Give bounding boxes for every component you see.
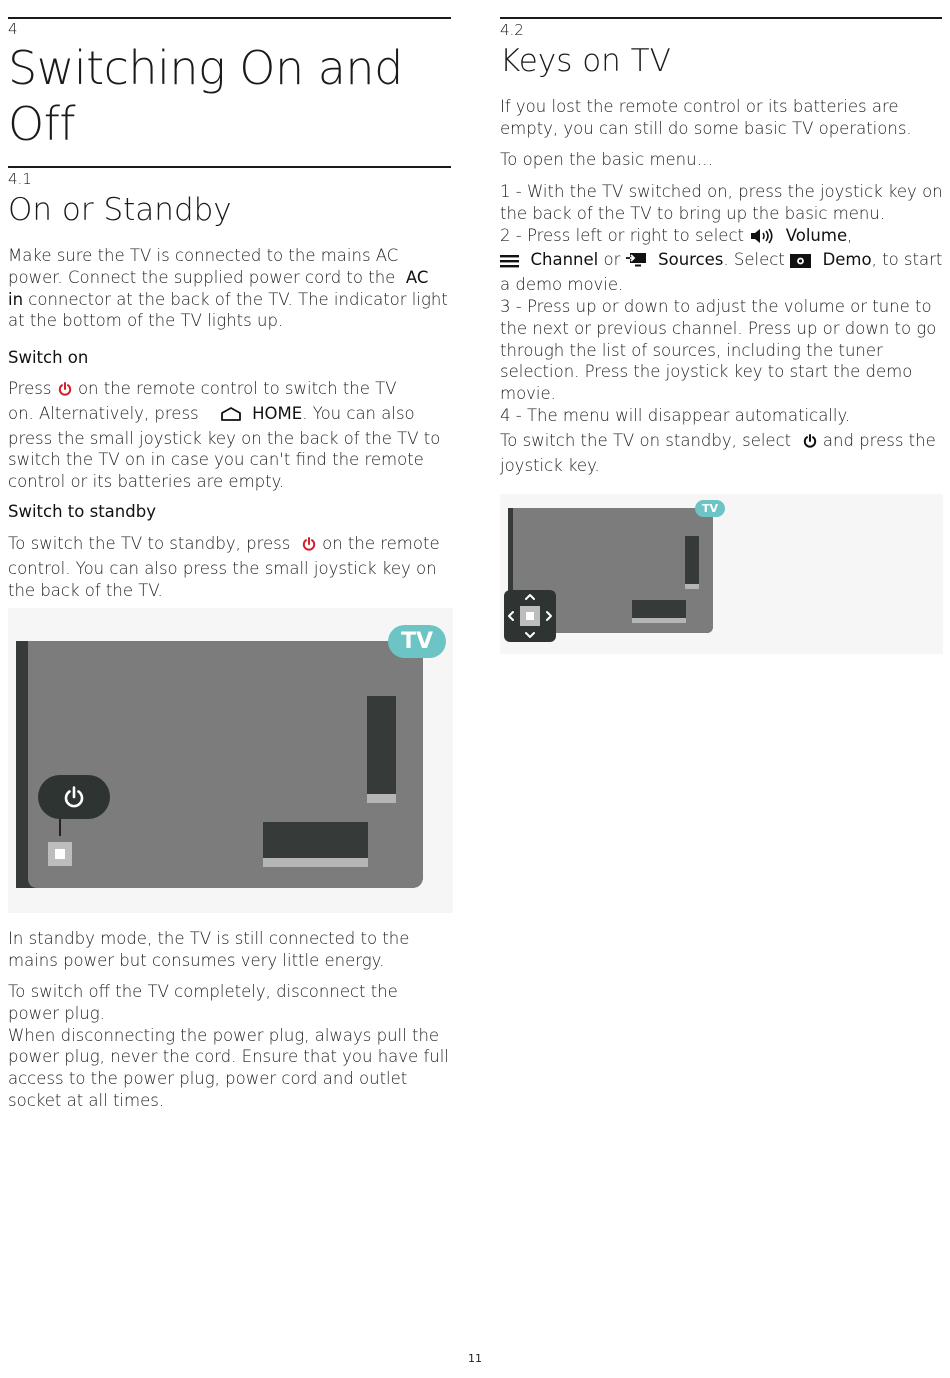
switch-off-paragraph: To switch off the TV completely, disconnect the power plug. When disconnecting the power plug, always pull the power plug, never the cord. Ensure that you have full access to the power plug, power cord and outlet socket at all times. (8, 982, 449, 1110)
ac-term: AC (405, 267, 429, 287)
channel-term: Channel (530, 250, 599, 270)
intro-line: in connector at the back of the TV. The indicator light (8, 289, 448, 309)
section-number-4-2: 4.2 (500, 21, 524, 39)
chapter-rule (8, 17, 451, 19)
standby-heading: Switch to standby (8, 502, 156, 521)
steps-list: 1 - With the TV switched on, press the joystick key on the back of the TV to bring up the basic menu. 2 - Press left or right to select Volume, Channel or Sources. Select Demo, to start a demo movie. 3 - Press up or down to adjust the volume or tune to the next or previous channel. Press up or down to go through the list of sources, including the tuner selection. Press the joystick key to start the demo movie. 4 - The menu will disappear automatically. (500, 181, 948, 427)
intro-line: Make sure the TV is connected to the mains AC (8, 246, 399, 265)
power-icon (57, 381, 73, 403)
section-title-on-standby: On or Standby (8, 192, 232, 228)
step-1: 1 - With the TV switched on, press the joystick key on (500, 182, 943, 201)
chapter-title-line2: Off (8, 97, 76, 151)
power-icon (802, 433, 818, 455)
switch-on-heading: Switch on (8, 348, 89, 367)
power-icon (61, 784, 87, 810)
chapter-number: 4 (8, 20, 18, 38)
tv-power-illustration (8, 608, 453, 913)
power-icon (301, 536, 317, 558)
intro-paragraph (8, 245, 458, 332)
standby-mode-paragraph: In standby mode, the TV is still connected to the mains power but consumes very little energy. (8, 929, 410, 970)
channel-list-icon (500, 252, 520, 274)
tv-badge: TV (695, 500, 725, 517)
page-number: 11 (468, 1352, 482, 1365)
intro-line: at the bottom of the TV lights up. (8, 311, 284, 331)
step-3: 3 - Press up or down to adjust the volume or tune to (500, 296, 932, 316)
joystick-icon (504, 590, 556, 642)
volume-term: Volume (785, 225, 848, 245)
intro-line: power. Connect the supplied power cord to the AC (8, 267, 429, 287)
section-rule-4-1 (8, 166, 451, 168)
demo-icon (790, 252, 812, 274)
step-4: 4 - The menu will disappear automatically. (500, 405, 851, 425)
tv-joystick-illustration (500, 494, 943, 654)
in-term: in (8, 289, 24, 309)
section-number-4-1: 4.1 (8, 170, 32, 188)
open-menu-text: To open the basic menu… (500, 150, 714, 169)
home-term: HOME (252, 403, 303, 423)
sources-icon (626, 252, 648, 274)
sources-term: Sources (658, 250, 724, 270)
joystick-key-badge (504, 590, 556, 642)
section-rule-4-2 (500, 17, 942, 19)
volume-icon (749, 228, 775, 250)
standby-paragraph: To switch the TV to standby, press on the remote control. You can also press the small joystick key on the back of the TV. (8, 534, 440, 600)
demo-term: Demo (822, 250, 872, 270)
standby-select-paragraph: To switch the TV on standby, select and press the joystick key. (500, 431, 936, 475)
section-title-keys-on-tv: Keys on TV (500, 43, 671, 79)
home-icon (220, 406, 242, 428)
switch-on-paragraph: Press on the remote control to switch the TV on. Alternatively, press HOME. You can also press the small joystick key on the back of the TV to switch the TV on in case you can't find the remote control or its batteries are empty. (8, 379, 441, 492)
tv-badge: TV (388, 625, 446, 658)
chapter-title-line1: Switching On and (8, 41, 403, 95)
power-key-badge (38, 775, 110, 819)
step-2: 2 - Press left or right to select Volume, (500, 225, 948, 250)
keys-intro-paragraph: If you lost the remote control or its batteries are empty, you can still do some basic TV operations. (500, 97, 912, 138)
